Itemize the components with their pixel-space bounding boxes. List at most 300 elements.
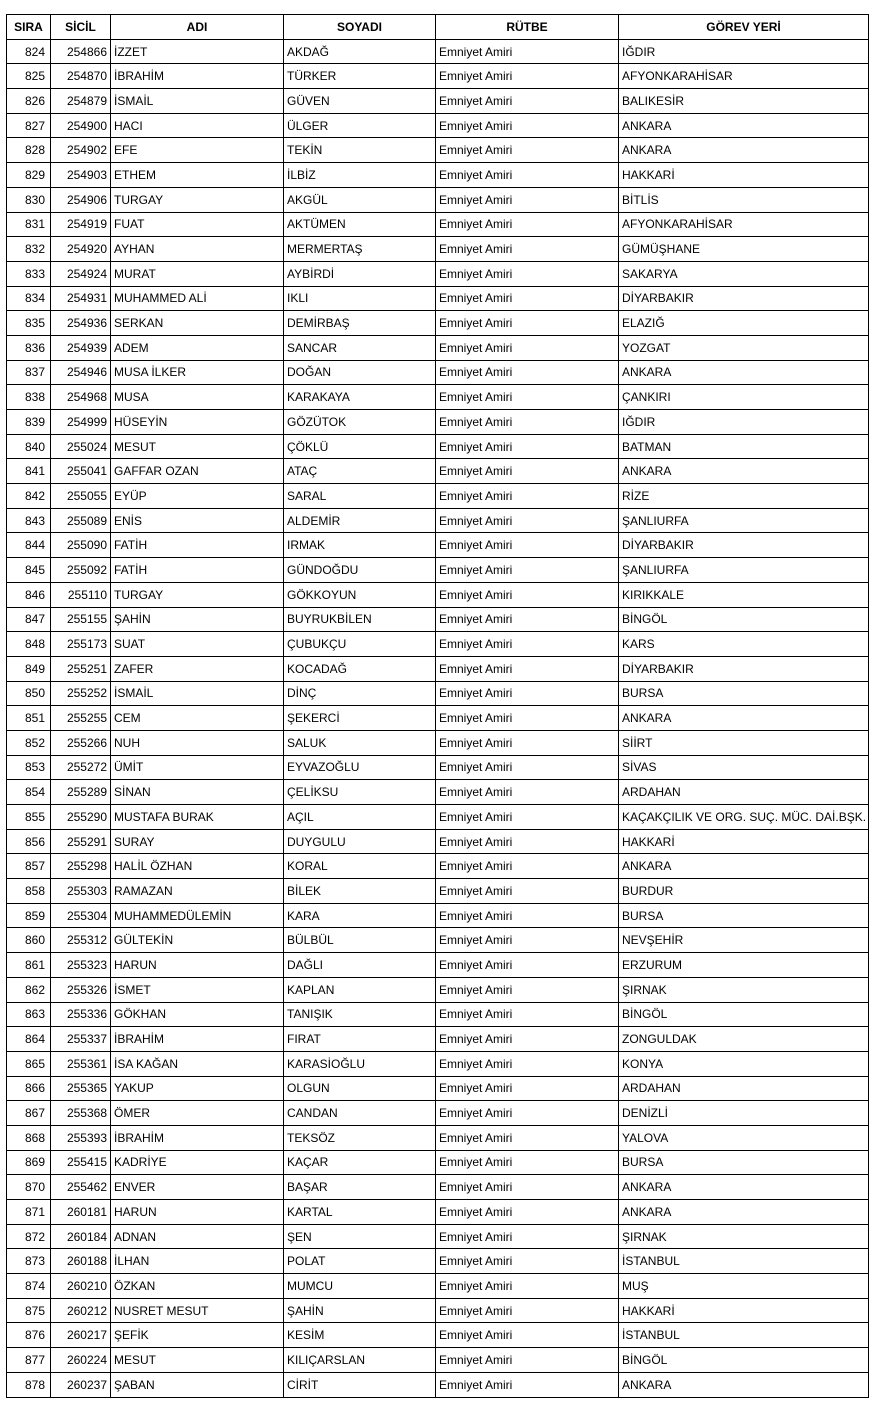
cell-rutbe: Emniyet Amiri	[436, 1002, 619, 1027]
table-row	[7, 410, 869, 435]
table-row	[7, 113, 869, 138]
cell-adi: ADNAN	[111, 1224, 284, 1249]
cell-rutbe: Emniyet Amiri	[436, 558, 619, 583]
cell-gorev-yeri: ANKARA	[619, 459, 869, 484]
cell-rutbe: Emniyet Amiri	[436, 1249, 619, 1274]
cell-sira: 846	[7, 582, 51, 607]
cell-soyadi: AKGÜL	[284, 187, 436, 212]
cell-gorev-yeri: ARDAHAN	[619, 780, 869, 805]
cell-adi: ENİS	[111, 508, 284, 533]
cell-adi: MUHAMMED ALİ	[111, 286, 284, 311]
cell-sira: 875	[7, 1298, 51, 1323]
cell-sira: 863	[7, 1002, 51, 1027]
cell-gorev-yeri: IĞDIR	[619, 39, 869, 64]
cell-gorev-yeri: ANKARA	[619, 113, 869, 138]
cell-sira: 844	[7, 533, 51, 558]
cell-adi: İZZET	[111, 39, 284, 64]
cell-rutbe: Emniyet Amiri	[436, 854, 619, 879]
cell-soyadi: KORAL	[284, 854, 436, 879]
cell-sicil: 254919	[51, 212, 111, 237]
cell-adi: İSMAİL	[111, 681, 284, 706]
cell-soyadi: DUYGULU	[284, 829, 436, 854]
table-row	[7, 780, 869, 805]
cell-soyadi: KARAKAYA	[284, 385, 436, 410]
cell-gorev-yeri: ANKARA	[619, 138, 869, 163]
cell-adi: ŞEFİK	[111, 1323, 284, 1348]
cell-sira: 854	[7, 780, 51, 805]
cell-rutbe: Emniyet Amiri	[436, 212, 619, 237]
cell-sira: 829	[7, 163, 51, 188]
cell-sira: 858	[7, 879, 51, 904]
table-row	[7, 928, 869, 953]
cell-soyadi: GÜNDOĞDU	[284, 558, 436, 583]
cell-sira: 839	[7, 410, 51, 435]
cell-rutbe: Emniyet Amiri	[436, 879, 619, 904]
cell-adi: GÜLTEKİN	[111, 928, 284, 953]
cell-adi: ÖZKAN	[111, 1274, 284, 1299]
table-row	[7, 1027, 869, 1052]
cell-soyadi: ATAÇ	[284, 459, 436, 484]
cell-gorev-yeri: BURSA	[619, 903, 869, 928]
header-rutbe: RÜTBE	[436, 15, 619, 40]
cell-sira: 864	[7, 1027, 51, 1052]
cell-soyadi: TEKİN	[284, 138, 436, 163]
cell-sicil: 255303	[51, 879, 111, 904]
cell-sira: 842	[7, 484, 51, 509]
cell-soyadi: KILIÇARSLAN	[284, 1348, 436, 1373]
cell-rutbe: Emniyet Amiri	[436, 434, 619, 459]
cell-rutbe: Emniyet Amiri	[436, 39, 619, 64]
table-row	[7, 434, 869, 459]
cell-soyadi: AYBİRDİ	[284, 261, 436, 286]
cell-rutbe: Emniyet Amiri	[436, 582, 619, 607]
cell-rutbe: Emniyet Amiri	[436, 311, 619, 336]
table-row	[7, 1175, 869, 1200]
cell-soyadi: BİLEK	[284, 879, 436, 904]
cell-soyadi: GÖKKOYUN	[284, 582, 436, 607]
cell-sicil: 255326	[51, 977, 111, 1002]
cell-gorev-yeri: DİYARBAKIR	[619, 656, 869, 681]
cell-sira: 876	[7, 1323, 51, 1348]
cell-rutbe: Emniyet Amiri	[436, 1372, 619, 1397]
cell-soyadi: KARASİOĞLU	[284, 1051, 436, 1076]
table-row	[7, 138, 869, 163]
cell-gorev-yeri: ANKARA	[619, 706, 869, 731]
table-row	[7, 533, 869, 558]
table-row	[7, 261, 869, 286]
cell-soyadi: ŞEN	[284, 1224, 436, 1249]
cell-adi: SUAT	[111, 632, 284, 657]
cell-gorev-yeri: BİNGÖL	[619, 607, 869, 632]
cell-sira: 870	[7, 1175, 51, 1200]
cell-soyadi: ÜLGER	[284, 113, 436, 138]
cell-sicil: 255266	[51, 730, 111, 755]
cell-rutbe: Emniyet Amiri	[436, 163, 619, 188]
cell-sicil: 260181	[51, 1200, 111, 1225]
cell-adi: GAFFAR OZAN	[111, 459, 284, 484]
cell-soyadi: POLAT	[284, 1249, 436, 1274]
cell-sicil: 255290	[51, 805, 111, 830]
cell-soyadi: SALUK	[284, 730, 436, 755]
cell-sicil: 254870	[51, 64, 111, 89]
cell-rutbe: Emniyet Amiri	[436, 1175, 619, 1200]
cell-sicil: 254999	[51, 410, 111, 435]
cell-adi: SURAY	[111, 829, 284, 854]
cell-rutbe: Emniyet Amiri	[436, 1027, 619, 1052]
cell-sira: 871	[7, 1200, 51, 1225]
cell-adi: HARUN	[111, 1200, 284, 1225]
cell-sira: 866	[7, 1076, 51, 1101]
cell-soyadi: KARA	[284, 903, 436, 928]
cell-sicil: 260224	[51, 1348, 111, 1373]
cell-rutbe: Emniyet Amiri	[436, 360, 619, 385]
cell-rutbe: Emniyet Amiri	[436, 1323, 619, 1348]
cell-adi: YAKUP	[111, 1076, 284, 1101]
cell-soyadi: KAPLAN	[284, 977, 436, 1002]
cell-soyadi: MERMERTAŞ	[284, 237, 436, 262]
cell-adi: İSA KAĞAN	[111, 1051, 284, 1076]
cell-adi: GÖKHAN	[111, 1002, 284, 1027]
table-row	[7, 829, 869, 854]
cell-rutbe: Emniyet Amiri	[436, 730, 619, 755]
cell-sicil: 255393	[51, 1125, 111, 1150]
cell-sicil: 255155	[51, 607, 111, 632]
cell-sicil: 260212	[51, 1298, 111, 1323]
cell-sira: 874	[7, 1274, 51, 1299]
cell-gorev-yeri: IĞDIR	[619, 410, 869, 435]
cell-sicil: 254936	[51, 311, 111, 336]
cell-gorev-yeri: AFYONKARAHİSAR	[619, 64, 869, 89]
cell-soyadi: SARAL	[284, 484, 436, 509]
cell-soyadi: AÇIL	[284, 805, 436, 830]
cell-sira: 841	[7, 459, 51, 484]
cell-sira: 848	[7, 632, 51, 657]
header-sicil: SİCİL	[51, 15, 111, 40]
cell-adi: RAMAZAN	[111, 879, 284, 904]
table-row	[7, 163, 869, 188]
table-row	[7, 459, 869, 484]
cell-gorev-yeri: BATMAN	[619, 434, 869, 459]
cell-adi: ETHEM	[111, 163, 284, 188]
table-row	[7, 1274, 869, 1299]
cell-sicil: 255110	[51, 582, 111, 607]
cell-sicil: 255323	[51, 953, 111, 978]
cell-sira: 840	[7, 434, 51, 459]
cell-sira: 833	[7, 261, 51, 286]
table-row	[7, 1051, 869, 1076]
cell-sicil: 254879	[51, 89, 111, 114]
cell-rutbe: Emniyet Amiri	[436, 237, 619, 262]
cell-rutbe: Emniyet Amiri	[436, 1224, 619, 1249]
table-row	[7, 730, 869, 755]
cell-gorev-yeri: ANKARA	[619, 1372, 869, 1397]
cell-adi: TURGAY	[111, 582, 284, 607]
cell-sicil: 255251	[51, 656, 111, 681]
cell-sicil: 255272	[51, 755, 111, 780]
cell-soyadi: TANIŞIK	[284, 1002, 436, 1027]
cell-sicil: 260184	[51, 1224, 111, 1249]
cell-gorev-yeri: SİVAS	[619, 755, 869, 780]
cell-sicil: 255092	[51, 558, 111, 583]
cell-sira: 843	[7, 508, 51, 533]
cell-gorev-yeri: YALOVA	[619, 1125, 869, 1150]
cell-sicil: 255255	[51, 706, 111, 731]
cell-soyadi: KOCADAĞ	[284, 656, 436, 681]
cell-soyadi: AKTÜMEN	[284, 212, 436, 237]
cell-rutbe: Emniyet Amiri	[436, 607, 619, 632]
cell-gorev-yeri: BURSA	[619, 1150, 869, 1175]
cell-sira: 853	[7, 755, 51, 780]
table-row	[7, 1150, 869, 1175]
table-row	[7, 237, 869, 262]
table-row	[7, 977, 869, 1002]
cell-sicil: 255337	[51, 1027, 111, 1052]
cell-sira: 836	[7, 335, 51, 360]
cell-rutbe: Emniyet Amiri	[436, 780, 619, 805]
cell-sicil: 255336	[51, 1002, 111, 1027]
table-row	[7, 508, 869, 533]
cell-rutbe: Emniyet Amiri	[436, 89, 619, 114]
cell-gorev-yeri: BURDUR	[619, 879, 869, 904]
cell-soyadi: IKLI	[284, 286, 436, 311]
cell-sicil: 254866	[51, 39, 111, 64]
cell-soyadi: BAŞAR	[284, 1175, 436, 1200]
table-row	[7, 805, 869, 830]
table-row	[7, 1101, 869, 1126]
table-row	[7, 903, 869, 928]
table-row	[7, 212, 869, 237]
cell-sicil: 254946	[51, 360, 111, 385]
cell-soyadi: FIRAT	[284, 1027, 436, 1052]
cell-sira: 857	[7, 854, 51, 879]
cell-soyadi: ALDEMİR	[284, 508, 436, 533]
cell-adi: FATİH	[111, 558, 284, 583]
cell-sira: 845	[7, 558, 51, 583]
cell-rutbe: Emniyet Amiri	[436, 1274, 619, 1299]
cell-rutbe: Emniyet Amiri	[436, 805, 619, 830]
cell-rutbe: Emniyet Amiri	[436, 928, 619, 953]
cell-rutbe: Emniyet Amiri	[436, 484, 619, 509]
cell-sicil: 260237	[51, 1372, 111, 1397]
cell-gorev-yeri: DİYARBAKIR	[619, 286, 869, 311]
cell-adi: HÜSEYİN	[111, 410, 284, 435]
cell-adi: İSMET	[111, 977, 284, 1002]
cell-sira: 868	[7, 1125, 51, 1150]
cell-gorev-yeri: BİNGÖL	[619, 1348, 869, 1373]
cell-adi: HACI	[111, 113, 284, 138]
cell-adi: CEM	[111, 706, 284, 731]
table-row	[7, 39, 869, 64]
cell-adi: ÜMİT	[111, 755, 284, 780]
cell-adi: ENVER	[111, 1175, 284, 1200]
cell-gorev-yeri: YOZGAT	[619, 335, 869, 360]
cell-gorev-yeri: ANKARA	[619, 854, 869, 879]
cell-gorev-yeri: İSTANBUL	[619, 1249, 869, 1274]
cell-rutbe: Emniyet Amiri	[436, 187, 619, 212]
cell-sicil: 260188	[51, 1249, 111, 1274]
cell-rutbe: Emniyet Amiri	[436, 977, 619, 1002]
table-row	[7, 1249, 869, 1274]
cell-gorev-yeri: BALIKESİR	[619, 89, 869, 114]
cell-soyadi: AKDAĞ	[284, 39, 436, 64]
cell-soyadi: MUMCU	[284, 1274, 436, 1299]
cell-sicil: 255173	[51, 632, 111, 657]
cell-rutbe: Emniyet Amiri	[436, 656, 619, 681]
cell-gorev-yeri: ANKARA	[619, 360, 869, 385]
cell-sira: 861	[7, 953, 51, 978]
cell-rutbe: Emniyet Amiri	[436, 286, 619, 311]
cell-gorev-yeri: AFYONKARAHİSAR	[619, 212, 869, 237]
cell-gorev-yeri: ÇANKIRI	[619, 385, 869, 410]
cell-sicil: 255041	[51, 459, 111, 484]
cell-adi: EFE	[111, 138, 284, 163]
table-row	[7, 953, 869, 978]
cell-soyadi: İLBİZ	[284, 163, 436, 188]
cell-sicil: 260210	[51, 1274, 111, 1299]
table-row	[7, 656, 869, 681]
cell-sicil: 255312	[51, 928, 111, 953]
cell-rutbe: Emniyet Amiri	[436, 1125, 619, 1150]
cell-sicil: 255415	[51, 1150, 111, 1175]
cell-sicil: 255289	[51, 780, 111, 805]
cell-rutbe: Emniyet Amiri	[436, 261, 619, 286]
cell-rutbe: Emniyet Amiri	[436, 1298, 619, 1323]
header-adi: ADI	[111, 15, 284, 40]
cell-soyadi: KAÇAR	[284, 1150, 436, 1175]
cell-sira: 824	[7, 39, 51, 64]
cell-sira: 878	[7, 1372, 51, 1397]
cell-adi: MUSA	[111, 385, 284, 410]
cell-adi: ÖMER	[111, 1101, 284, 1126]
cell-sira: 835	[7, 311, 51, 336]
table-row	[7, 1372, 869, 1397]
cell-gorev-yeri: ANKARA	[619, 1200, 869, 1225]
cell-rutbe: Emniyet Amiri	[436, 1150, 619, 1175]
personnel-list-sheet	[6, 14, 868, 1398]
cell-adi: İSMAİL	[111, 89, 284, 114]
table-row	[7, 1224, 869, 1249]
cell-adi: MESUT	[111, 434, 284, 459]
cell-gorev-yeri: HAKKARİ	[619, 829, 869, 854]
cell-soyadi: GÜVEN	[284, 89, 436, 114]
cell-rutbe: Emniyet Amiri	[436, 1348, 619, 1373]
cell-sira: 869	[7, 1150, 51, 1175]
cell-sira: 877	[7, 1348, 51, 1373]
cell-sicil: 254903	[51, 163, 111, 188]
table-header-row	[7, 15, 869, 40]
table-row	[7, 286, 869, 311]
cell-gorev-yeri: BİTLİS	[619, 187, 869, 212]
cell-rutbe: Emniyet Amiri	[436, 1076, 619, 1101]
cell-soyadi: ÇUBUKÇU	[284, 632, 436, 657]
cell-sicil: 255055	[51, 484, 111, 509]
cell-gorev-yeri: BİNGÖL	[619, 1002, 869, 1027]
cell-sira: 852	[7, 730, 51, 755]
cell-sira: 856	[7, 829, 51, 854]
cell-rutbe: Emniyet Amiri	[436, 1200, 619, 1225]
cell-sicil: 255304	[51, 903, 111, 928]
cell-adi: ADEM	[111, 335, 284, 360]
cell-rutbe: Emniyet Amiri	[436, 533, 619, 558]
cell-adi: FATİH	[111, 533, 284, 558]
cell-sicil: 255252	[51, 681, 111, 706]
cell-rutbe: Emniyet Amiri	[436, 64, 619, 89]
cell-sicil: 254931	[51, 286, 111, 311]
cell-adi: MURAT	[111, 261, 284, 286]
cell-gorev-yeri: KIRIKKALE	[619, 582, 869, 607]
cell-gorev-yeri: RİZE	[619, 484, 869, 509]
cell-sira: 855	[7, 805, 51, 830]
cell-soyadi: GÖZÜTOK	[284, 410, 436, 435]
cell-soyadi: ÇÖKLÜ	[284, 434, 436, 459]
cell-rutbe: Emniyet Amiri	[436, 829, 619, 854]
table-row	[7, 1076, 869, 1101]
header-soyadi: SOYADI	[284, 15, 436, 40]
cell-adi: HARUN	[111, 953, 284, 978]
cell-soyadi: BUYRUKBİLEN	[284, 607, 436, 632]
cell-adi: TURGAY	[111, 187, 284, 212]
cell-adi: İLHAN	[111, 1249, 284, 1274]
table-row	[7, 484, 869, 509]
cell-rutbe: Emniyet Amiri	[436, 138, 619, 163]
cell-adi: NUSRET MESUT	[111, 1298, 284, 1323]
cell-rutbe: Emniyet Amiri	[436, 1101, 619, 1126]
cell-sicil: 255298	[51, 854, 111, 879]
cell-soyadi: ŞEKERCİ	[284, 706, 436, 731]
table-row	[7, 1348, 869, 1373]
cell-adi: MUSTAFA BURAK	[111, 805, 284, 830]
cell-soyadi: KESİM	[284, 1323, 436, 1348]
cell-sicil: 255291	[51, 829, 111, 854]
cell-sicil: 255365	[51, 1076, 111, 1101]
cell-sira: 825	[7, 64, 51, 89]
cell-rutbe: Emniyet Amiri	[436, 113, 619, 138]
cell-gorev-yeri: DİYARBAKIR	[619, 533, 869, 558]
cell-gorev-yeri: BURSA	[619, 681, 869, 706]
cell-gorev-yeri: SİİRT	[619, 730, 869, 755]
cell-sira: 859	[7, 903, 51, 928]
personnel-table	[6, 14, 869, 1398]
cell-sicil: 254924	[51, 261, 111, 286]
cell-gorev-yeri: SAKARYA	[619, 261, 869, 286]
cell-soyadi: CANDAN	[284, 1101, 436, 1126]
cell-gorev-yeri: ERZURUM	[619, 953, 869, 978]
cell-adi: İBRAHİM	[111, 64, 284, 89]
cell-rutbe: Emniyet Amiri	[436, 755, 619, 780]
cell-sicil: 260217	[51, 1323, 111, 1348]
cell-soyadi: IRMAK	[284, 533, 436, 558]
cell-sira: 850	[7, 681, 51, 706]
table-row	[7, 706, 869, 731]
cell-gorev-yeri: ARDAHAN	[619, 1076, 869, 1101]
table-row	[7, 755, 869, 780]
cell-rutbe: Emniyet Amiri	[436, 706, 619, 731]
cell-adi: MESUT	[111, 1348, 284, 1373]
cell-adi: EYÜP	[111, 484, 284, 509]
cell-gorev-yeri: KARS	[619, 632, 869, 657]
cell-rutbe: Emniyet Amiri	[436, 410, 619, 435]
cell-sira: 849	[7, 656, 51, 681]
cell-adi: SİNAN	[111, 780, 284, 805]
cell-sira: 827	[7, 113, 51, 138]
cell-sira: 851	[7, 706, 51, 731]
cell-sicil: 255024	[51, 434, 111, 459]
cell-rutbe: Emniyet Amiri	[436, 508, 619, 533]
table-row	[7, 335, 869, 360]
cell-adi: ZAFER	[111, 656, 284, 681]
cell-soyadi: TÜRKER	[284, 64, 436, 89]
cell-soyadi: SANCAR	[284, 335, 436, 360]
